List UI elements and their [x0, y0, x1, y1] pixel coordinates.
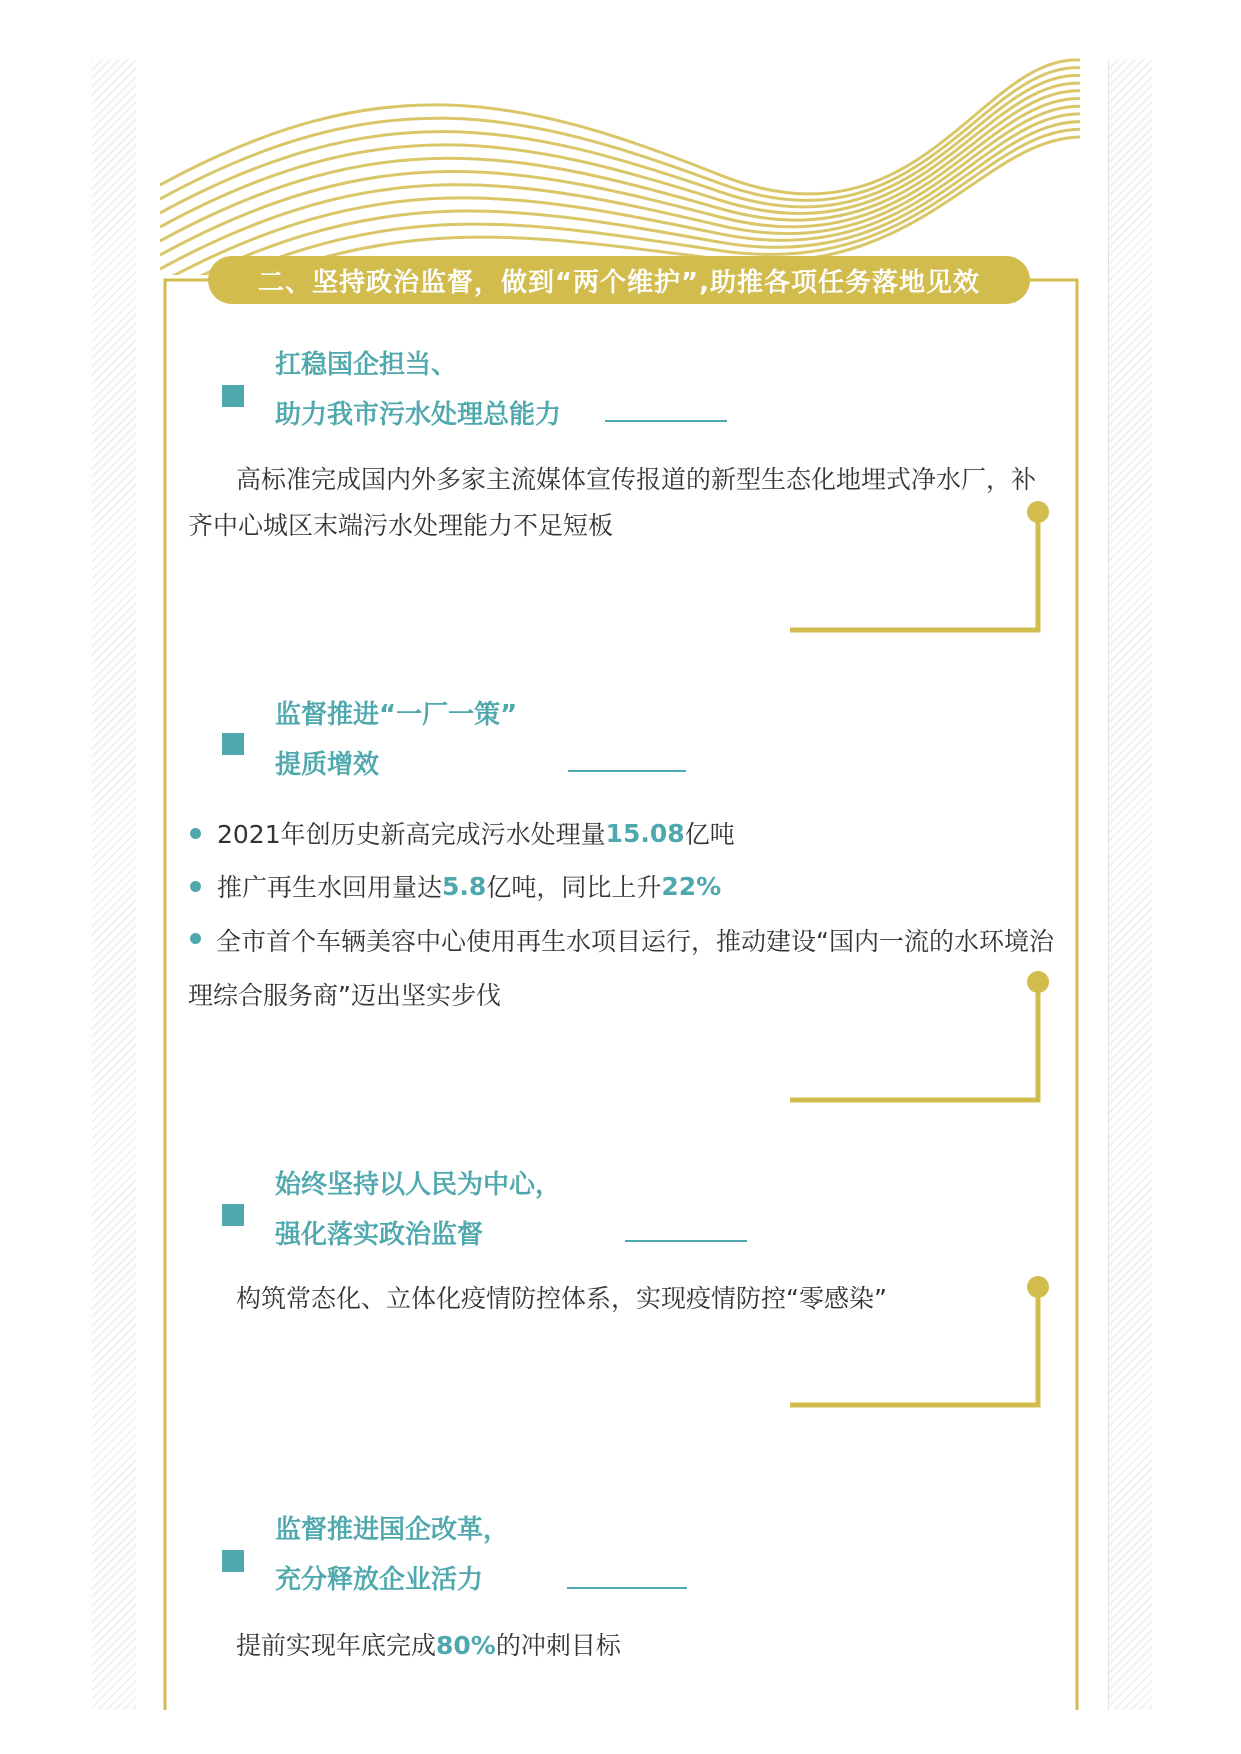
section-2-title-line2: 提质增效	[275, 750, 380, 780]
banner-title: 二、坚持政治监督，做到“两个维护”,助推各项任务落地见效	[257, 267, 981, 298]
section-4-title-line2: 充分释放企业活力	[275, 1565, 484, 1595]
bullet-3-text: 全市首个车辆美容中心使用再生水项目运行，推动建设“国内一流的水环境治理综合服务商”迈出坚实步伐	[188, 927, 1054, 1010]
section-4-body-highlight: 80%	[436, 1631, 496, 1660]
section-1-title-line1: 扛稳国企担当、	[275, 350, 458, 380]
section-1-body: 高标准完成国内外多家主流媒体宣传报道的新型生态化地埋式净水厂，补齐中心城区末端污水处理能力不足短板	[188, 465, 1037, 540]
section-4-title-line1: 监督推进国企改革，	[275, 1515, 510, 1545]
bullet-2-highlight-percent: 22%	[661, 871, 722, 901]
bullet-1-highlight: 15.08	[605, 818, 685, 848]
section-4-body	[236, 1623, 1056, 1669]
bullet-item-2	[190, 868, 721, 904]
section-4-marker	[222, 1550, 244, 1572]
bullet-1-unit: 亿吨	[684, 820, 735, 849]
section-3-body: 构筑常态化、立体化疫情防控体系，实现疫情防控“零感染”	[236, 1284, 887, 1313]
section-3-title-line1: 始终坚持以人民为中心，	[275, 1170, 562, 1200]
section-1-title-line2: 助力我市污水处理总能力	[275, 400, 562, 430]
section-2-marker	[222, 733, 244, 755]
bullet-2-highlight: 5.8	[442, 871, 487, 901]
bullet-dot	[190, 881, 201, 892]
section-4-body-post: 的冲刺目标	[495, 1631, 621, 1660]
section-2-title-line1: 监督推进“一厂一策”	[275, 700, 518, 730]
section-1-underline	[605, 420, 727, 422]
section-4-body-pre: 提前实现年底完成	[236, 1631, 437, 1660]
bullet-2-text: 推广再生水回用量达	[217, 873, 443, 902]
section-1-marker	[222, 385, 244, 407]
section-3-title-line2: 强化落实政治监督	[275, 1220, 484, 1250]
section-banner	[208, 256, 1030, 304]
bullet-dot	[190, 828, 201, 839]
bullet-2-middle: 亿吨，同比上升	[486, 873, 662, 902]
bullet-item-1	[190, 815, 735, 851]
section-4-underline	[567, 1587, 687, 1589]
section-3-marker	[222, 1204, 244, 1226]
section-3-underline	[625, 1240, 747, 1242]
bullet-1-text: 2021年创历史新高完成污水处理量	[217, 820, 606, 849]
section-2-underline	[568, 770, 686, 772]
